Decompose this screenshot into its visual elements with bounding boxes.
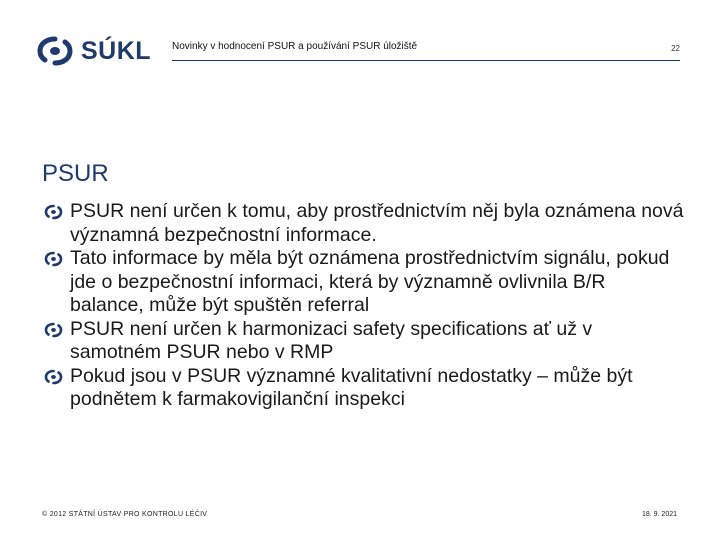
bullet-item (44, 365, 684, 412)
bullet-item (44, 200, 684, 247)
bullet-text: Pokud jsou v PSUR významné kvalitativní nedostatky – může být podnětem k farmakovigilanční inspekci (70, 364, 633, 410)
page-number: 22 (671, 44, 680, 53)
bullet-text: PSUR není určen k harmonizaci safety specifications ať už v samotném PSUR nebo v RMP (70, 317, 593, 363)
slide-title: PSUR (42, 160, 109, 188)
sukl-logo (37, 36, 151, 66)
sukl-bullet-icon (44, 322, 63, 338)
bullet-text: Tato informace by měla být oznámena prostřednictvím signálu, pokud jde o bezpečnostní informaci, která by významně ovlivnila B/R balance, může být spuštěn referral (70, 247, 670, 316)
logo-text: SÚKL (81, 36, 152, 65)
bullet-text: PSUR není určen k tomu, aby prostřednictvím něj byla oznámena nová významná bezpečnostní informace. (70, 200, 684, 246)
bullet-item (44, 247, 684, 318)
header-title: Novinky v hodnocení PSUR a používání PSUR úložiště (172, 41, 418, 52)
sukl-bullet-icon (44, 251, 63, 267)
header-divider (172, 60, 680, 61)
footer-date: 18. 9. 2021 (641, 511, 677, 518)
footer-copyright: © 2012 STÁTNÍ ÚSTAV PRO KONTROLU LÉČIV (42, 511, 208, 518)
bullet-list (44, 200, 684, 412)
sukl-bullet-icon (44, 204, 63, 220)
bullet-item (44, 318, 684, 365)
sukl-bullet-icon (44, 369, 63, 385)
sukl-logo-icon (37, 36, 73, 66)
